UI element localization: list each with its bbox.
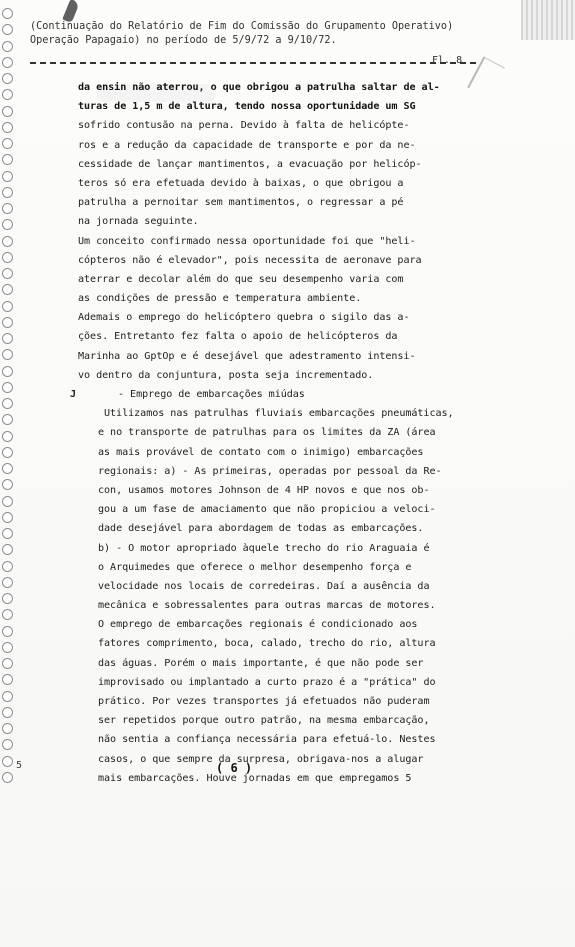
binder-hole xyxy=(2,284,13,295)
binder-hole xyxy=(2,154,13,165)
binder-hole xyxy=(2,528,13,539)
binder-hole xyxy=(2,544,13,555)
binder-hole xyxy=(2,219,13,230)
binder-hole xyxy=(2,268,13,279)
binder-hole xyxy=(2,658,13,669)
body-line: ções. Entretanto fez falta o apoio de helicópteros da xyxy=(78,331,398,343)
section-line: o Arquimedes que oferece o melhor desempenho força e xyxy=(98,561,412,573)
body-line: ros e a redução da capacidade de transporte e por da ne- xyxy=(78,139,416,151)
binder-hole xyxy=(2,73,13,84)
binder-hole xyxy=(2,301,13,312)
section-line: casos, o que sempre da surpresa, obrigava-nos a alugar xyxy=(98,753,424,765)
page-number: ( 6 ) xyxy=(216,761,253,775)
binder-hole xyxy=(2,349,13,360)
binder-hole xyxy=(2,89,13,100)
body-text xyxy=(40,78,470,788)
body-line: na jornada seguinte. xyxy=(78,216,199,228)
section-line: das águas. Porém o mais importante, é que não pode ser xyxy=(98,657,424,669)
document-header xyxy=(30,20,500,48)
binder-hole xyxy=(2,561,13,572)
binder-hole xyxy=(2,187,13,198)
body-line: as condições de pressão e temperatura ambiente. xyxy=(78,293,362,305)
binder-hole xyxy=(2,431,13,442)
body-line: turas de 1,5 m de altura, tendo nossa oportunidade um SG xyxy=(78,101,416,113)
binder-holes xyxy=(2,8,16,783)
scan-edge-texture xyxy=(521,0,575,40)
section-line: mecânica e sobressalentes para outras marcas de motores. xyxy=(98,600,436,612)
binder-hole xyxy=(2,691,13,702)
body-line: patrulha a pernoitar sem mantimentos, o regressar a pé xyxy=(78,197,404,209)
body-line: aterrar e decolar além do que seu desempenho varia com xyxy=(78,273,404,285)
section-line: O emprego de embarcações regionais é condicionado aos xyxy=(98,619,418,631)
binder-hole xyxy=(2,593,13,604)
section-line: velocidade nos locais de corredeiras. Daí a ausência da xyxy=(98,580,430,592)
section-line: fatores comprimento, boca, calado, trecho do rio, altura xyxy=(98,638,436,650)
section-line: dade desejável para abordagem de todas as embarcações. xyxy=(98,523,424,535)
section-line: mais embarcações. Houve jornadas em que empregamos 5 xyxy=(98,772,412,784)
body-line: teros só era efetuada devido à baixas, o que obrigou a xyxy=(78,177,404,189)
binder-hole xyxy=(2,171,13,182)
section-line: prático. Por vezes transportes já efetuados não puderam xyxy=(98,696,430,707)
section-line: con, usamos motores Johnson de 4 HP novos e que nos ob- xyxy=(98,484,430,496)
binder-hole xyxy=(2,447,13,458)
binder-hole xyxy=(2,626,13,637)
binder-hole xyxy=(2,463,13,474)
binder-hole xyxy=(2,772,13,783)
section-letter: J xyxy=(70,389,77,400)
binder-hole xyxy=(2,24,13,35)
binder-hole xyxy=(2,707,13,718)
binder-hole xyxy=(2,333,13,344)
margin-page-mark: 5 xyxy=(16,760,23,771)
binder-hole xyxy=(2,252,13,263)
body-line: Um conceito confirmado nessa oportunidade foi que "heli- xyxy=(78,235,416,247)
body-line: vo dentro da conjuntura, posta seja incrementado. xyxy=(78,369,374,381)
body-line: cópteros não é elevador", pois necessita de aeronave para xyxy=(78,254,422,266)
page-reference: Fl. 8 xyxy=(432,55,463,66)
binder-hole xyxy=(2,366,13,377)
header-line-1: (Continuação do Relatório de Fim do Comissão do Grupamento Operativo) xyxy=(30,21,454,32)
section-line: improvisado ou implantado a curto prazo é a "prática" do xyxy=(98,676,436,688)
binder-hole xyxy=(2,398,13,409)
binder-hole xyxy=(2,756,13,767)
body-line: Ademais o emprego do helicóptero quebra o sigilo das a- xyxy=(78,312,410,324)
binder-hole xyxy=(2,577,13,588)
binder-hole xyxy=(2,41,13,52)
binder-hole xyxy=(2,642,13,653)
section-line: não sentia a confiança necessária para efetuá-lo. Nestes xyxy=(98,734,436,746)
binder-hole xyxy=(2,57,13,68)
section-line: regionais: a) - As primeiras, operadas por pessoal da Re- xyxy=(98,465,442,477)
binder-hole xyxy=(2,414,13,425)
section-line: b) - O motor apropriado àquele trecho do rio Araguaia é xyxy=(98,542,430,554)
binder-hole xyxy=(2,723,13,734)
binder-hole xyxy=(2,236,13,247)
header-line-2: Operação Papagaio) no período de 5/9/72 a 9/10/72. xyxy=(30,35,337,46)
binder-hole xyxy=(2,138,13,149)
binder-hole xyxy=(2,122,13,133)
body-line: sofrido contusão na perna. Devido à falta de helicópte- xyxy=(78,120,410,132)
binder-hole xyxy=(2,739,13,750)
binder-hole xyxy=(2,479,13,490)
section-line: Utilizamos nas patrulhas fluviais embarcações pneumáticas, xyxy=(104,408,454,420)
header-divider xyxy=(30,62,476,64)
binder-hole xyxy=(2,512,13,523)
body-line: da ensin não aterrou, o que obrigou a patrulha saltar de al- xyxy=(78,82,440,93)
section-j-heading xyxy=(40,385,470,404)
binder-hole xyxy=(2,203,13,214)
section-line: gou a um fase de amaciamento que não propiciou a veloci- xyxy=(98,504,436,516)
section-title: - Emprego de embarcações miúdas xyxy=(118,389,305,400)
binder-hole xyxy=(2,317,13,328)
section-line: e no transporte de patrulhas para os limites da ZA (área xyxy=(98,427,436,439)
body-line: cessidade de lançar mantimentos, a evacuação por helicóp- xyxy=(78,158,422,170)
binder-hole xyxy=(2,674,13,685)
binder-hole xyxy=(2,496,13,507)
binder-hole xyxy=(2,609,13,620)
section-line: as mais provável de contato com o inimigo) embarcações xyxy=(98,446,424,458)
body-line: Marinha ao GptOp e é desejável que adestramento intensi- xyxy=(78,350,416,362)
binder-hole xyxy=(2,8,13,19)
section-line: ser repetidos porque outro patrão, na mesma embarcação, xyxy=(98,715,430,727)
binder-hole xyxy=(2,106,13,117)
binder-hole xyxy=(2,382,13,393)
